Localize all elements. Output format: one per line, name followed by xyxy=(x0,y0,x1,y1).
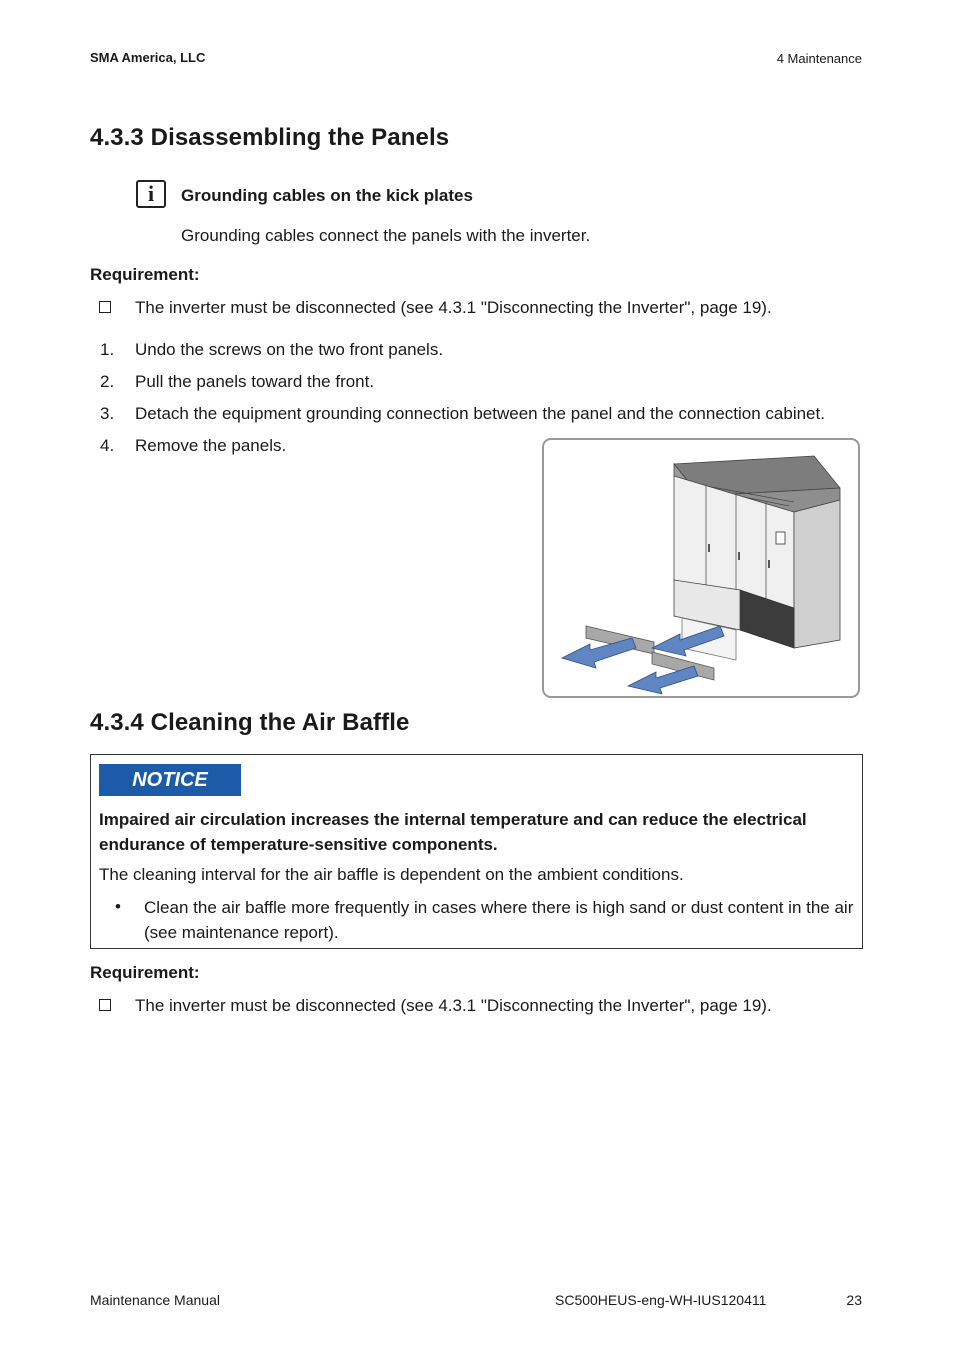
step-number: 4. xyxy=(100,436,115,455)
requirement-item: The inverter must be disconnected (see 4.3.1 "Disconnecting the Inverter", page 19). xyxy=(135,996,772,1015)
step-text: Detach the equipment grounding connection between the panel and the connection cabinet. xyxy=(135,404,825,423)
notice-headline: Impaired air circulation increases the internal temperature and can reduce the electrical endurance of temperature-sensitive components. xyxy=(99,810,807,854)
step-text: Undo the screws on the two front panels. xyxy=(135,340,444,359)
inverter-drawing xyxy=(544,440,860,698)
requirement-checkbox xyxy=(99,999,111,1011)
step-text: Remove the panels. xyxy=(135,436,287,455)
section-title-cleaning-air-baffle: 4.3.4 Cleaning the Air Baffle xyxy=(90,709,410,736)
notice-label: NOTICE xyxy=(99,764,241,796)
bullet-dot: • xyxy=(115,897,121,916)
requirement-label: Requirement: xyxy=(90,265,200,284)
header-company: SMA America, LLC xyxy=(90,50,206,65)
requirement-checkbox xyxy=(99,301,111,313)
step-text: Pull the panels toward the front. xyxy=(135,372,375,391)
step-number: 2. xyxy=(100,372,115,391)
section-title-disassembling-panels: 4.3.3 Disassembling the Panels xyxy=(90,124,450,151)
info-title: Grounding cables on the kick plates xyxy=(181,186,473,205)
step-number: 3. xyxy=(100,404,115,423)
inverter-panel-illustration xyxy=(542,438,860,698)
requirement-item: The inverter must be disconnected (see 4.3.1 "Disconnecting the Inverter", page 19). xyxy=(135,298,772,317)
notice-text: The cleaning interval for the air baffle is dependent on the ambient conditions. xyxy=(99,865,684,884)
notice-bullet: Clean the air baffle more frequently in cases where there is high sand or dust content in the air (see maintenance report). xyxy=(144,898,854,942)
footer-doc-id: SC500HEUS-eng-WH-IUS120411 xyxy=(555,1292,767,1308)
requirement-label: Requirement: xyxy=(90,963,200,982)
footer-manual: Maintenance Manual xyxy=(90,1292,220,1308)
footer-page-number: 23 xyxy=(846,1292,862,1308)
info-text: Grounding cables connect the panels with the inverter. xyxy=(181,226,591,245)
notice-box xyxy=(90,754,863,949)
info-icon: i xyxy=(136,180,166,208)
step-number: 1. xyxy=(100,340,115,359)
header-chapter: 4 Maintenance xyxy=(776,51,862,66)
